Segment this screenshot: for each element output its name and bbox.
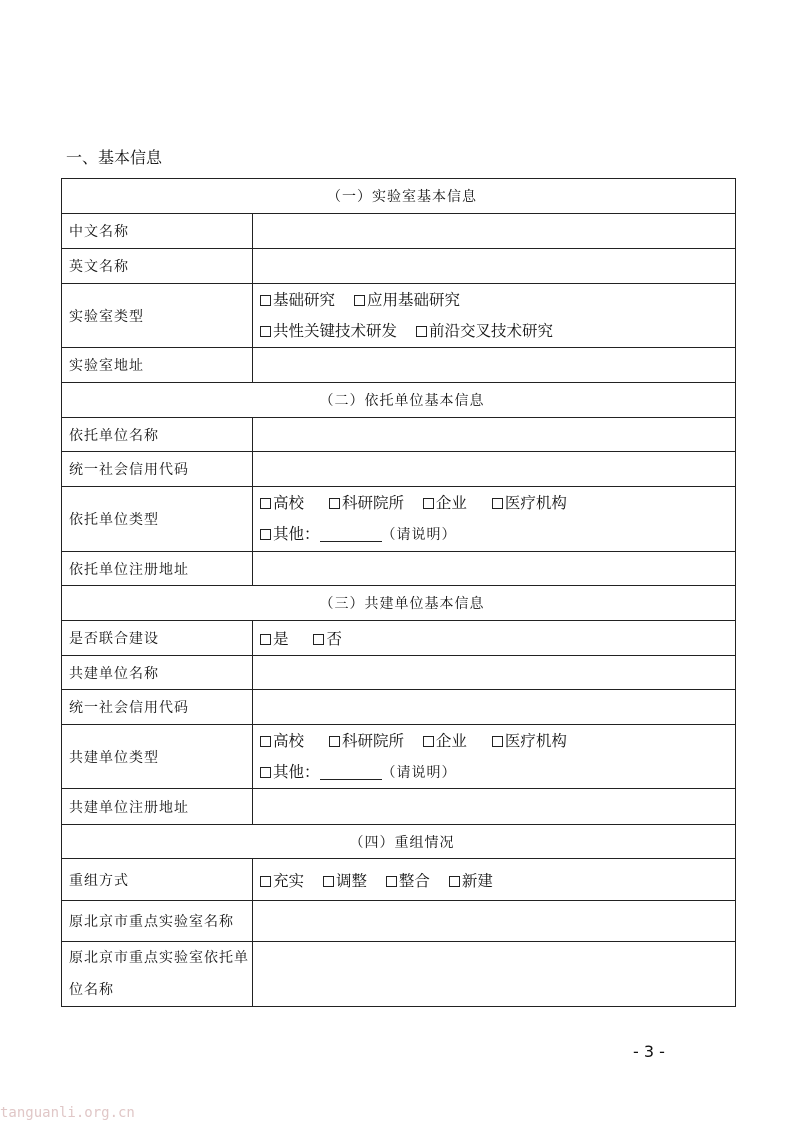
checkbox-icon: [313, 634, 324, 645]
option-label: 共性关键技术研发: [273, 321, 398, 340]
label-host-reg-address: 依托单位注册地址: [62, 552, 253, 586]
checkbox-icon: [492, 498, 503, 509]
field-co-credit-code[interactable]: [253, 690, 736, 725]
option-label: 医疗机构: [504, 731, 567, 750]
label-orig-lab-host: 原北京市重点实验室依托单位名称: [62, 942, 253, 1007]
option-label: 应用基础研究: [366, 290, 460, 309]
option-label: 高校: [273, 494, 305, 512]
option-co-medical-institution[interactable]: [492, 732, 567, 750]
checkbox-icon: [260, 876, 271, 887]
field-lab-english-name[interactable]: [253, 249, 736, 284]
checkbox-icon: [416, 326, 427, 337]
label-lab-english-name: 英文名称: [62, 249, 253, 284]
option-label: 是: [273, 630, 289, 648]
group-header-host: （二）依托单位基本信息: [62, 383, 736, 418]
checkbox-icon: [260, 634, 271, 645]
option-label: 整合: [398, 871, 430, 890]
field-lab-chinese-name[interactable]: [253, 214, 736, 249]
option-host-medical-institution[interactable]: [492, 494, 567, 512]
checkbox-icon: [260, 498, 271, 509]
section-heading: 一、基本信息: [66, 148, 163, 167]
option-joint-no[interactable]: [313, 630, 342, 648]
option-host-other[interactable]: [260, 525, 320, 543]
option-lab-frontier-research[interactable]: [416, 322, 553, 340]
checkbox-icon: [492, 736, 503, 747]
field-host-name[interactable]: [253, 418, 736, 452]
field-orig-lab-host[interactable]: [253, 942, 736, 1007]
label-host-credit-code: 统一社会信用代码: [62, 452, 253, 487]
host-other-note: （请说明）: [381, 527, 457, 543]
checkbox-icon: [386, 876, 397, 887]
checkbox-icon: [423, 736, 434, 747]
field-co-reg-address[interactable]: [253, 789, 736, 825]
option-label: 其他：: [273, 762, 320, 781]
option-reorg-adjust[interactable]: [323, 872, 367, 890]
field-host-credit-code[interactable]: [253, 452, 736, 487]
option-co-research-institute[interactable]: [329, 732, 404, 750]
option-host-enterprise[interactable]: [423, 494, 467, 512]
option-label: 科研院所: [341, 494, 404, 512]
option-label: 其他：: [273, 525, 320, 543]
checkbox-icon: [449, 876, 460, 887]
option-label: 新建: [461, 871, 493, 890]
option-label: 充实: [273, 871, 305, 890]
option-lab-basic-research[interactable]: [260, 291, 335, 309]
field-host-type: [253, 487, 736, 552]
group-header-co: （三）共建单位基本信息: [62, 586, 736, 621]
checkbox-icon: [354, 295, 365, 306]
page-number: - 3 -: [633, 1042, 665, 1061]
option-co-university[interactable]: [260, 732, 304, 750]
option-lab-applied-basic-research[interactable]: [354, 291, 460, 309]
checkbox-icon: [260, 767, 271, 778]
option-label: 企业: [435, 731, 467, 750]
label-host-type: 依托单位类型: [62, 487, 253, 552]
option-label: 科研院所: [341, 731, 404, 750]
option-label: 前沿交叉技术研究: [428, 321, 553, 340]
option-label: 基础研究: [273, 290, 336, 309]
label-co-reg-address: 共建单位注册地址: [62, 789, 253, 825]
option-lab-key-tech-rd[interactable]: [260, 322, 397, 340]
field-co-type: [253, 725, 736, 789]
checkbox-icon: [260, 295, 271, 306]
option-joint-yes[interactable]: [260, 630, 289, 648]
group-header-lab: （一）实验室基本信息: [62, 179, 736, 214]
field-lab-address[interactable]: [253, 348, 736, 383]
checkbox-icon: [260, 736, 271, 747]
field-lab-type: [253, 284, 736, 348]
option-reorg-new[interactable]: [449, 872, 493, 890]
label-reorg-method: 重组方式: [62, 859, 253, 901]
checkbox-icon: [260, 529, 271, 540]
option-label: 调整: [335, 871, 367, 890]
option-label: 高校: [273, 731, 305, 750]
option-reorg-enrich[interactable]: [260, 872, 304, 890]
option-co-enterprise[interactable]: [423, 732, 467, 750]
option-label: 否: [326, 630, 342, 648]
field-orig-lab-name[interactable]: [253, 901, 736, 942]
co-other-blank[interactable]: [320, 765, 382, 780]
host-other-blank[interactable]: [320, 527, 382, 542]
basic-info-table: [61, 178, 736, 1007]
option-co-other[interactable]: [260, 763, 320, 781]
group-header-reorg: （四）重组情况: [62, 825, 736, 859]
label-orig-lab-name: 原北京市重点实验室名称: [62, 901, 253, 942]
field-reorg-method: [253, 859, 736, 901]
checkbox-icon: [329, 736, 340, 747]
option-host-research-institute[interactable]: [329, 494, 404, 512]
option-reorg-integrate[interactable]: [386, 872, 430, 890]
label-co-joint: 是否联合建设: [62, 621, 253, 656]
co-other-note: （请说明）: [381, 764, 457, 781]
field-co-joint: [253, 621, 736, 656]
watermark: tanguanli.org.cn: [0, 1105, 135, 1121]
field-host-reg-address[interactable]: [253, 552, 736, 586]
option-label: 企业: [435, 494, 467, 512]
checkbox-icon: [423, 498, 434, 509]
field-co-name[interactable]: [253, 656, 736, 690]
option-host-university[interactable]: [260, 494, 304, 512]
checkbox-icon: [329, 498, 340, 509]
label-lab-address: 实验室地址: [62, 348, 253, 383]
option-label: 医疗机构: [504, 494, 567, 512]
label-co-credit-code: 统一社会信用代码: [62, 690, 253, 725]
label-lab-chinese-name: 中文名称: [62, 214, 253, 249]
label-lab-type: 实验室类型: [62, 284, 253, 348]
checkbox-icon: [260, 326, 271, 337]
label-co-name: 共建单位名称: [62, 656, 253, 690]
checkbox-icon: [323, 876, 334, 887]
label-host-name: 依托单位名称: [62, 418, 253, 452]
label-co-type: 共建单位类型: [62, 725, 253, 789]
